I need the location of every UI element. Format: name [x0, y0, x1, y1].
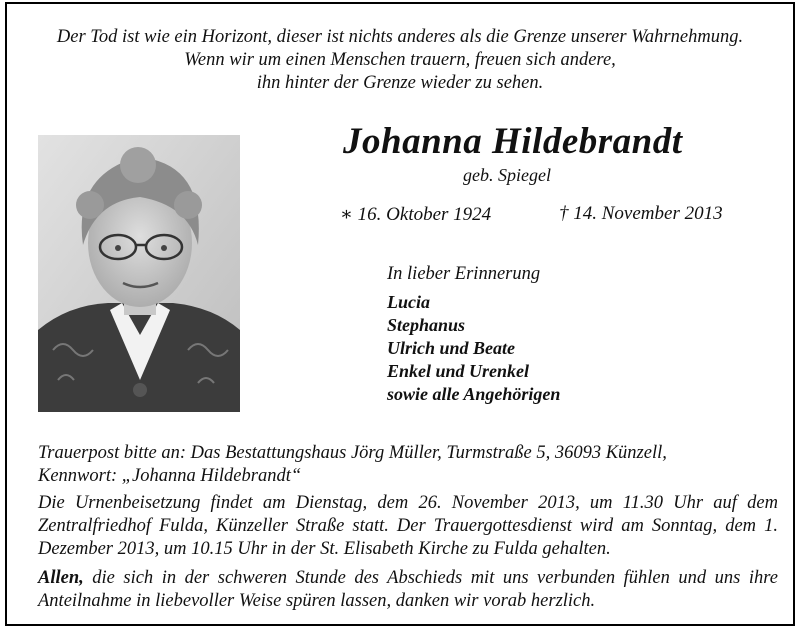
birth-date: ∗ 16. Oktober 1924 — [340, 204, 492, 225]
quote — [7, 26, 793, 95]
thanks — [38, 567, 778, 613]
service-info-text: Die Urnenbeisetzung findet am Dienstag, dem 26. November 2013, um 11.30 Uhr auf dem Zentralfriedhof Fulda, Künzeller Straße statt. Der Trauergottesdienst wird am Sonntag, dem 1. Dezember 2013, um 10.15 Uhr in der St. Elisabeth Kirche zu Fulda gehalten. — [38, 493, 778, 559]
address-line: Trauerpost bitte an: Das Bestattungshaus Jörg Müller, Turmstraße 5, 36093 Künzell, — [38, 443, 667, 463]
death-date: † 14. November 2013 — [559, 203, 723, 224]
obituary-notice — [5, 2, 795, 626]
thanks-text: die sich in der schweren Stunde des Abschieds mit uns verbunden fühlen und uns ihre Anteilnahme in liebevoller Weise spüren lassen, danken wir vorab herzlich. — [38, 568, 778, 611]
mourner: Stephanus — [387, 315, 466, 335]
birth-name: geb. Spiegel — [463, 165, 551, 185]
service-info — [38, 492, 778, 561]
address-keyword: Kennwort: „Johanna Hildebrandt“ — [38, 466, 302, 486]
thanks-lead: Allen, — [38, 568, 84, 588]
mourners-list — [387, 291, 560, 406]
quote-line: Der Tod ist wie ein Horizont, dieser ist nichts anderes als die Grenze unserer Wahrnehmung. — [56, 27, 744, 47]
mourner: Enkel und Urenkel — [387, 361, 530, 381]
mourner: Lucia — [387, 292, 430, 312]
memory-label: In lieber Erinnerung — [387, 264, 541, 284]
mourner: sowie alle Angehörigen — [387, 384, 561, 404]
condolence-address — [38, 442, 778, 488]
deceased-name: Johanna Hildebrandt — [343, 121, 683, 162]
portrait-photo — [38, 135, 240, 412]
mourner: Ulrich und Beate — [387, 338, 516, 358]
quote-line: ihn hinter der Grenze wieder zu sehen. — [256, 73, 544, 93]
quote-line: Wenn wir um einen Menschen trauern, freuen sich andere, — [184, 50, 616, 70]
